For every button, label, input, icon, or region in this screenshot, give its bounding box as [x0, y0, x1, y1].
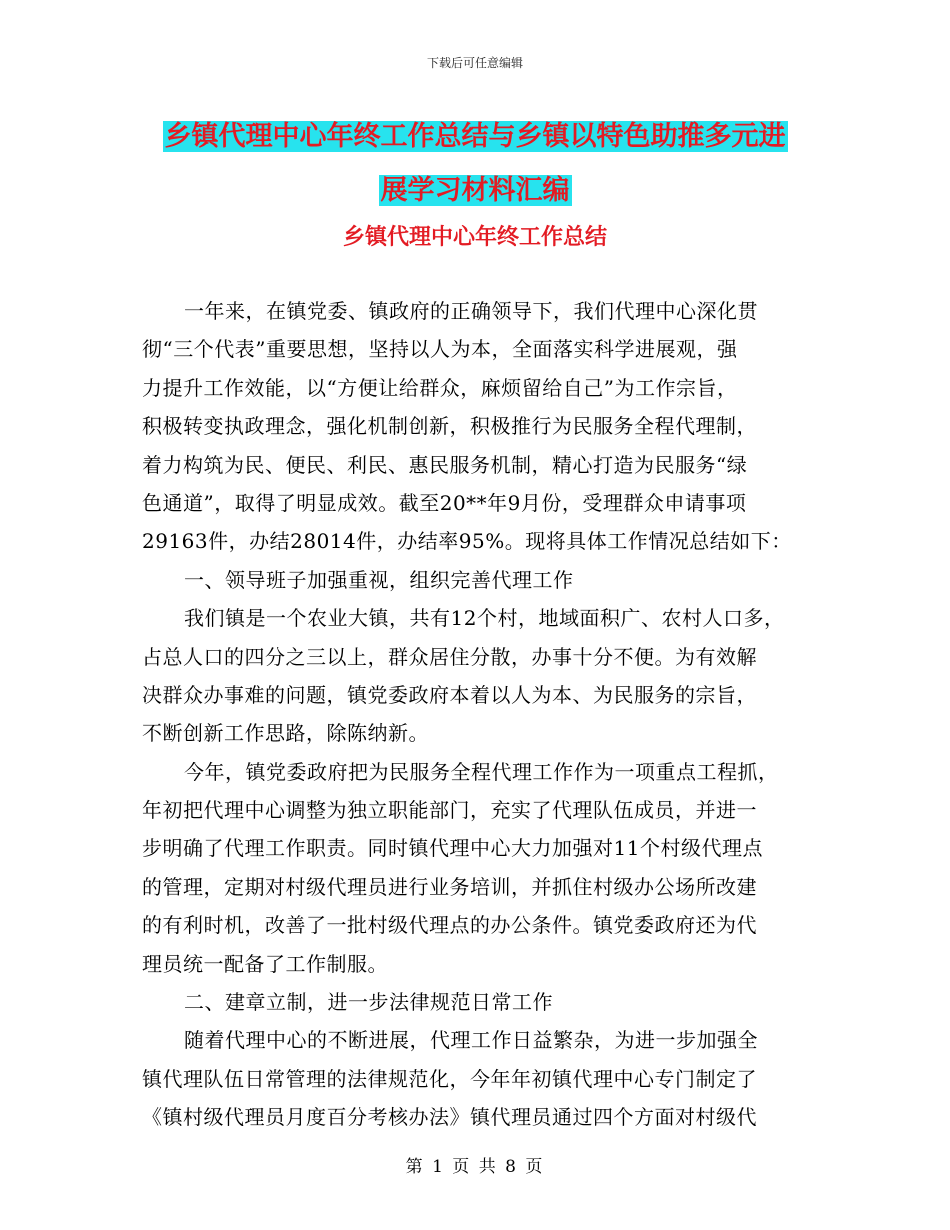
title-line-2: 展学习材料汇编 [380, 175, 570, 206]
text-line: 力提升工作效能，以“方便让给群众，麻烦留给自己”为工作宗旨， [142, 375, 738, 400]
text-line: 《镇村级代理员月度百分考核办法》镇代理员通过四个方面对村级代 [142, 1105, 757, 1130]
page-number: 第 1 页 共 8 页 [405, 1157, 545, 1177]
text-line: 一年来，在镇党委、镇政府的正确领导下，我们代理中心深化贯 [184, 299, 758, 323]
text-line: 随着代理中心的不断进展，代理工作日益繁杂，为进一步加强全 [184, 1028, 758, 1053]
text-line: 镇代理队伍日常管理的法律规范化，今年年初镇代理中心专门制定了 [142, 1066, 757, 1091]
document-title [0, 110, 950, 218]
text-line: 不断创新工作思路，除陈纳新。 [142, 721, 429, 746]
subheading: 二、建章立制，进一步法律规范日常工作 [184, 990, 553, 1015]
text-line: 的管理，定期对村级代理员进行业务培训，并抓住村级办公场所改建 [142, 874, 757, 899]
text-line: 占总人口的四分之三以上，群众居住分散，办事十分不便。为有效解 [142, 644, 757, 669]
text-line: 积极转变执政理念，强化机制创新，积极推行为民服务全程代理制， [142, 414, 757, 439]
text-line: 的有利时机，改善了一批村级代理点的办公条件。镇党委政府还为代 [142, 913, 757, 938]
text-line: 步明确了代理工作职责。同时镇代理中心大力加强对11个村级代理点 [142, 836, 763, 861]
title-line-1: 乡镇代理中心年终工作总结与乡镇以特色助推多元进 [164, 121, 786, 152]
section-title: 乡镇代理中心年终工作总结 [342, 224, 607, 250]
text-line: 彻“三个代表”重要思想，坚持以人为本，全面落实科学进展观，强 [142, 337, 738, 362]
text-line: 今年，镇党委政府把为民服务全程代理工作作为一项重点工程抓， [184, 759, 779, 784]
text-line: 决群众办事难的问题，镇党委政府本着以人为本、为民服务的宗旨， [142, 682, 757, 707]
text-line: 色通道”，取得了明显成效。截至20**年9月份，受理群众申请事项 [142, 490, 747, 515]
subheading: 一、领导班子加强重视，组织完善代理工作 [184, 567, 574, 592]
text-line: 理员统一配备了工作制服。 [142, 951, 388, 976]
body-text [142, 292, 807, 1137]
text-line: 年初把代理中心调整为独立职能部门，充实了代理队伍成员，并进一 [142, 798, 757, 823]
text-line: 我们镇是一个农业大镇，共有12个村，地域面积广、农村人口多， [184, 606, 785, 631]
header-note: 下载后可任意编辑 [426, 56, 523, 70]
text-line: 着力构筑为民、便民、利民、惠民服务机制，精心打造为民服务“绿 [142, 452, 748, 477]
text-line: 29163件，办结28014件，办结率95%。现将具体工作情况总结如下： [142, 529, 792, 554]
